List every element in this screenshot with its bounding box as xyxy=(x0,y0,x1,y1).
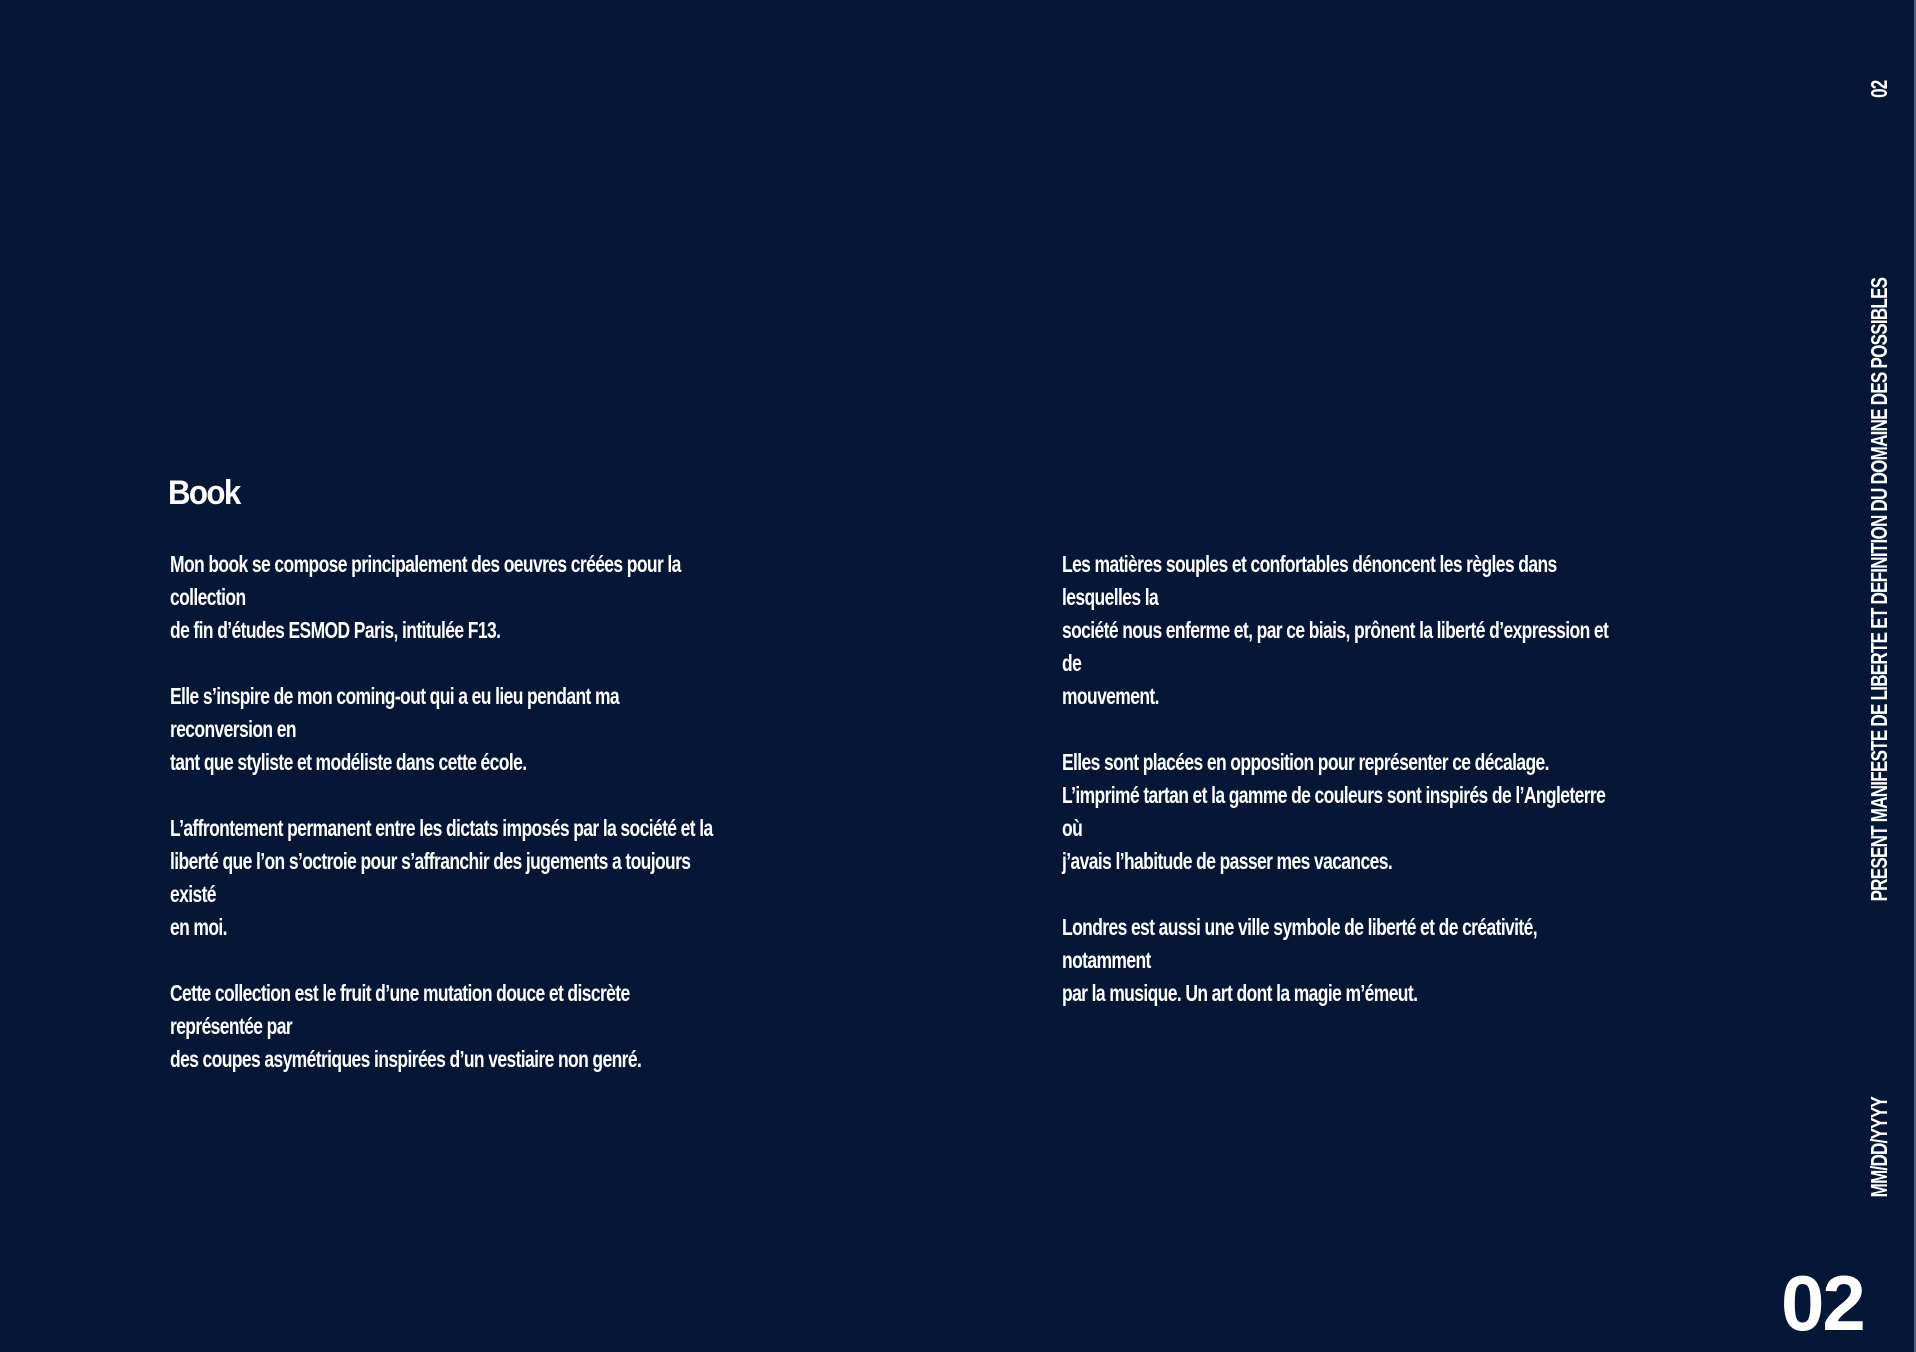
left-paragraph-3: L’affrontement permanent entre les dictats imposés par la société et la liberté que l’on s’octroie pour s’affranchir des jugements a toujours existé en moi. xyxy=(170,815,713,940)
spine-date: MM/DD/YYYY xyxy=(1865,1097,1892,1198)
right-paragraph-3: Londres est aussi une ville symbole de liberté et de créativité, notamment par la musique. Un art dont la magie m’émeut. xyxy=(1062,914,1537,1006)
left-text-column xyxy=(170,548,717,1109)
vertical-footer xyxy=(1863,79,1895,1198)
page-number: 02 xyxy=(1781,1259,1864,1347)
left-paragraph-4: Cette collection est le fruit d’une mutation douce et discrète représentée par des coupes asymétriques inspirées d’un vestiaire non genré. xyxy=(170,980,642,1072)
left-paragraph-1: Mon book se compose principalement des oeuvres créées pour la collection de fin d’études ESMOD Paris, intitulée F13. xyxy=(170,551,681,643)
right-paragraph-2: Elles sont placées en opposition pour représenter ce décalage. L’imprimé tartan et la gamme de couleurs sont inspirés de l’Angleterre où j’avais l’habitude de passer mes vacances. xyxy=(1062,749,1606,874)
spine-title: PRESENT MANIFESTE DE LIBERTE ET DEFINITION DU DOMAINE DES POSSIBLES xyxy=(1865,278,1892,902)
page-title: Book xyxy=(168,474,240,512)
right-text-column xyxy=(1062,548,1609,1043)
left-paragraph-2: Elle s’inspire de mon coming-out qui a eu lieu pendant ma reconversion en tant que styliste et modéliste dans cette école. xyxy=(170,683,620,775)
right-paragraph-1: Les matières souples et confortables dénoncent les règles dans lesquelles la société nous enferme et, par ce biais, prônent la liberté d’expression et de mouvement. xyxy=(1062,551,1609,709)
spine-section-number: 02 xyxy=(1865,79,1892,98)
